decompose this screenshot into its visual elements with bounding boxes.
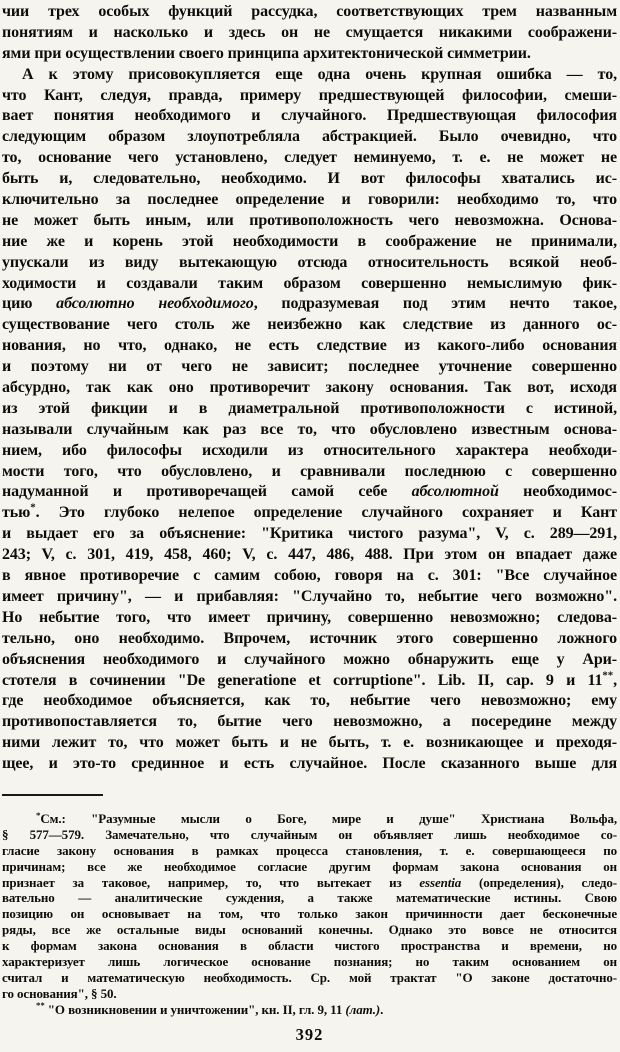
text-segment: стотеля в сочинении "De generatione et corruptione". Lib. II, cap. 9 и 11 — [2, 671, 603, 689]
text-line — [2, 587, 617, 608]
text-segment: характеризует лишь логическое основание познания; но таким основанием он — [2, 953, 617, 969]
text-segment: тельно, оно необходимо. Впрочем, источник этого совершенно ложного — [2, 629, 617, 647]
text-line — [2, 875, 617, 891]
text-line — [2, 106, 617, 127]
page-number: 392 — [295, 1024, 324, 1044]
text-segment: и поэтому ни от чего не зависит; последнее уточнение совершенно — [2, 358, 617, 376]
text-line — [2, 906, 617, 922]
text-segment: ряды, все же остальные виды оснований конечны. Однако это вовсе не относится — [2, 922, 617, 938]
text-line — [2, 629, 617, 650]
text-line — [2, 922, 617, 938]
text-line — [2, 169, 617, 190]
text-segment: (определения), следо- — [461, 874, 617, 890]
text-line — [2, 65, 617, 86]
text-line — [2, 482, 617, 503]
text-segment: См.: "Разумные мысли о Боге, мире и душе" Христиана Вольфа, — [40, 810, 617, 826]
text-segment: быть и, следовательно, необходимо. И вот философы хватались ис- — [2, 170, 617, 188]
text-segment: го основания", § 50. — [2, 985, 117, 1001]
text-line — [2, 462, 617, 483]
text-segment: щее, и это-то срединное и есть случайное. После сказанного выше для — [2, 755, 617, 773]
text-segment: "О возникновении и уничтожении", кн. II, гл. 9, 11 — [44, 1001, 346, 1017]
paragraph — [2, 1002, 617, 1018]
text-line — [2, 211, 617, 232]
text-segment: то, основание чего установлено, следует неминуемо, т. е. не может не — [2, 149, 617, 167]
paragraph — [2, 811, 617, 1002]
text-line — [2, 420, 617, 441]
text-segment: необходимос- — [498, 483, 617, 501]
text-segment: Но небытие того, что имеет причину, совершенно невозможно; следова- — [2, 608, 617, 626]
text-line — [2, 811, 617, 827]
text-segment: называли случайным как раз все то, что обусловлено известным основа- — [2, 420, 617, 438]
text-segment: вательно — аналитические суждения, а также математические истины. Свою — [2, 890, 617, 906]
text-line — [2, 545, 617, 566]
text-segment: надуманной и противоречащей самой себе — [2, 483, 412, 501]
text-segment: ходимости и создавали таким образом совершенно немыслимую фик- — [2, 274, 617, 292]
text-segment: цию — [2, 295, 57, 313]
text-line — [2, 712, 617, 733]
text-segment: тью — [2, 504, 31, 522]
text-segment: имеет причину", — и прибавляя: "Случайно то, небытие чего возможно". — [2, 587, 617, 605]
text-segment: essentia — [419, 874, 462, 890]
text-segment: мости того, что обусловлено, и сравнивали последнюю с совершенно — [2, 462, 617, 480]
text-line — [2, 938, 617, 954]
paragraph — [2, 65, 617, 775]
text-segment: чии трех особых функций рассудка, соответствующих трем названным — [2, 3, 617, 20]
text-line — [2, 843, 617, 859]
text-line — [2, 754, 617, 775]
text-segment: позицию он основывает на том, что только закон причинности дает бесконечные — [2, 906, 617, 922]
text-segment: . — [380, 1001, 384, 1017]
text-segment: А к этому присовокупляется еще одна очень крупная ошибка — то, — [22, 65, 617, 83]
text-segment: абсолютной — [411, 483, 499, 501]
text-segment: что Кант, следуя, правда, примеру предшествующей философии, смеши- — [2, 86, 617, 104]
text-segment: нования, но что, однако, не есть следствие из какого-либо основания — [2, 337, 617, 355]
text-line — [2, 399, 617, 420]
text-line — [2, 232, 617, 253]
text-line — [2, 671, 617, 692]
text-line — [2, 566, 617, 587]
text-segment: объяснения необходимого и случайного можно обнаружить еще у Ари- — [2, 650, 617, 668]
text-line — [2, 127, 617, 148]
text-line — [2, 378, 617, 399]
text-line — [2, 274, 617, 295]
text-line — [2, 2, 617, 23]
text-segment: (лат.) — [345, 1001, 381, 1017]
text-segment: ключительно за последнее определение и говорили: необходимо то, что — [2, 191, 617, 209]
text-segment: не может быть иным, или противоположность чего невозможна. Основа- — [2, 211, 617, 229]
text-line — [2, 441, 617, 462]
text-segment: к формам закона основания в области чистого пространства и времени, но — [2, 938, 617, 954]
text-segment: причинам; все же необходимое согласие другим формам закона основания он — [2, 858, 617, 874]
text-line — [2, 357, 617, 378]
text-segment: . Это глубоко нелепое определение случайного сохраняет и Кант — [35, 504, 617, 522]
text-line — [2, 44, 617, 65]
text-segment: противопоставляется то, бытие чего невозможно, а посередине между — [2, 713, 617, 731]
text-segment: § 577—579. Замечательно, что случайным он объявляет лишь необходимое со- — [2, 826, 617, 842]
text-line — [2, 650, 617, 671]
footnote-separator — [2, 794, 103, 796]
text-segment: считал и математическую необходимость. Ср. мой трактат "О законе достаточно- — [2, 969, 617, 985]
text-segment: абсурдно, так как оно противоречит закону основания. Так вот, исходя — [2, 379, 617, 397]
text-segment: ние же и корень этой необходимости в соображение не принимали, — [2, 232, 617, 250]
text-line — [2, 253, 617, 274]
text-segment: упускали из виду вытекающую отсюда относительность всякой необ- — [2, 253, 617, 271]
text-line — [2, 608, 617, 629]
text-line — [2, 190, 617, 211]
text-line — [2, 503, 617, 524]
text-line — [2, 524, 617, 545]
text-segment: , подразумевая под этим нечто такое, — [253, 295, 617, 313]
text-line — [2, 890, 617, 906]
text-segment: из этой фикции и в диаметральной противоположности с истиной, — [2, 399, 617, 417]
text-line — [2, 859, 617, 875]
text-segment: существование чего столь же неизбежно как следствие из данного ос- — [2, 316, 617, 334]
text-line — [2, 86, 617, 107]
text-segment: ями при осуществлении своего принципа архитектонической симметрии. — [2, 44, 531, 62]
text-segment: вает понятия необходимого и случайного. Предшествующая философия — [2, 107, 617, 125]
footnote-marker: ** — [36, 1001, 45, 1011]
main-text — [2, 2, 617, 775]
text-segment: где необходимое объясняется, как то, небытие чего невозможно; ему — [2, 692, 617, 710]
text-segment: , — [613, 671, 617, 689]
text-line — [2, 733, 617, 754]
text-line — [2, 691, 617, 712]
text-line — [2, 336, 617, 357]
text-segment: абсолютно необходимого — [56, 295, 254, 313]
text-line — [2, 148, 617, 169]
paragraph — [2, 2, 617, 65]
text-segment: гласие закону основания в рамках процесса становления, т. е. совершающееся по — [2, 842, 617, 858]
text-line — [2, 986, 617, 1002]
text-segment: 243; V, с. 301, 419, 458, 460; V, с. 447, 486, 488. При этом он впадает даже — [2, 546, 617, 564]
footnote-marker: * — [30, 503, 36, 515]
footnote-marker: * — [36, 810, 41, 820]
text-segment: в явное противоречие с самим собою, говоря на с. 301: "Все случайное — [2, 567, 617, 585]
text-line — [2, 970, 617, 986]
text-line — [2, 954, 617, 970]
text-line — [2, 827, 617, 843]
text-line — [2, 315, 617, 336]
footnotes — [2, 811, 617, 1018]
text-segment: и выдает его за объяснение: "Критика чистого разума", V, с. 289—291, — [2, 525, 617, 543]
text-segment: ними лежит то, что может быть и не быть, т. е. возникающее и преходя- — [2, 734, 617, 752]
text-segment: следующим образом злоупотребляла абстракцией. Было очевидно, что — [2, 128, 617, 146]
text-segment: понятиям и насколько и здесь он не смущается никакими соображени- — [2, 23, 617, 41]
text-line — [2, 1002, 617, 1018]
text-segment: признает за таковое, например, то, что вытекает из — [2, 874, 420, 890]
footnote-marker: ** — [602, 670, 614, 682]
text-line — [2, 23, 617, 44]
text-line — [2, 294, 617, 315]
text-segment: нием, ибо философы исходили из относительного характера необходи- — [2, 441, 617, 459]
